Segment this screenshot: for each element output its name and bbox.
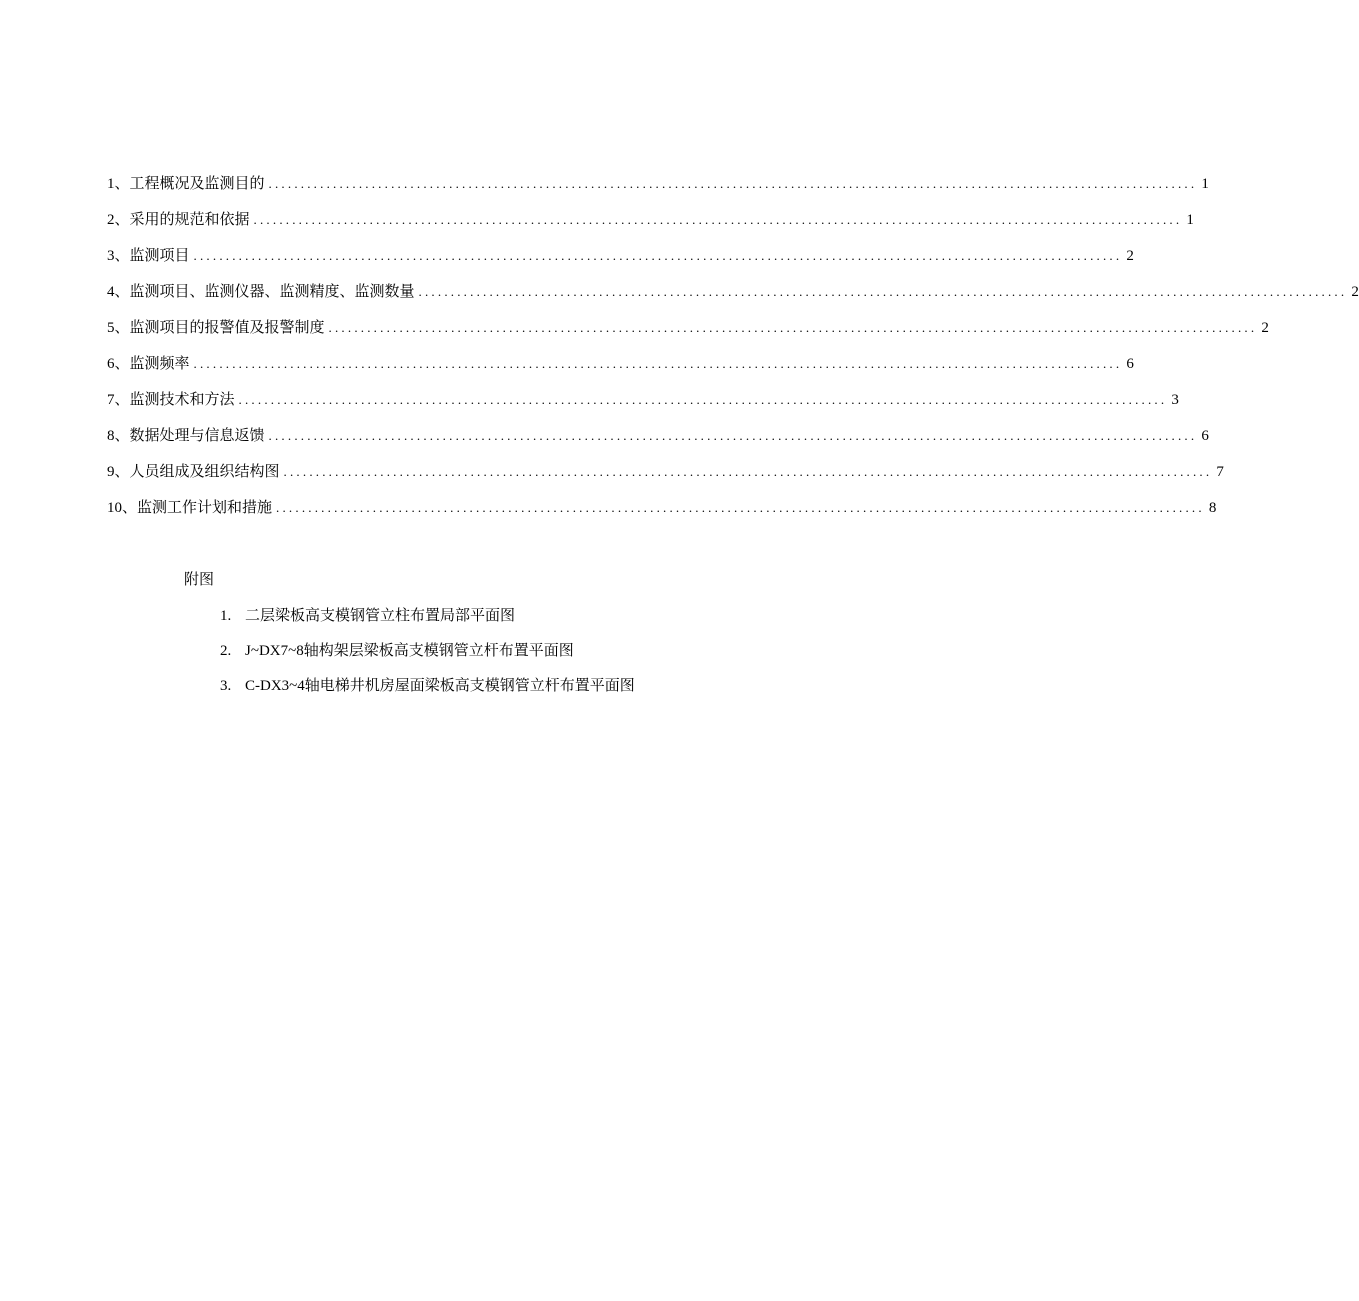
toc-entry[interactable] — [107, 244, 1134, 280]
toc-entry-page: 6 — [1126, 356, 1134, 372]
toc-entry[interactable] — [107, 208, 1194, 244]
toc-dot-leader: ................................................................................................................................................ — [193, 248, 1123, 263]
toc-entry[interactable] — [107, 172, 1209, 208]
toc-entry-page: 2 — [1351, 284, 1359, 300]
toc-entry-title: 数据处理与信息返馈 — [129, 428, 265, 444]
toc-dot-leader: ................................................................................................................................................ — [238, 392, 1168, 407]
appendix-item-number: 3. — [220, 678, 232, 694]
toc-entry-title: 人员组成及组织结构图 — [129, 464, 280, 480]
toc-entry-title: 监测项目 — [129, 248, 190, 264]
appendix-item-text: 二层梁板高支模钢管立柱布置局部平面图 — [245, 608, 516, 624]
toc-entry[interactable] — [107, 460, 1224, 496]
toc-entry-title: 监测频率 — [129, 356, 190, 372]
table-of-contents — [107, 172, 1359, 532]
appendix-item-text: J~DX7~8轴构架层梁板高支模钢管立杆布置平面图 — [245, 643, 574, 659]
toc-entry-page: 1 — [1201, 176, 1209, 192]
toc-entry-page: 7 — [1216, 464, 1224, 480]
toc-entry-number: 3、 — [107, 248, 130, 264]
toc-entry-title: 采用的规范和依据 — [129, 212, 250, 228]
toc-entry-number: 8、 — [107, 428, 130, 444]
toc-entry-title: 监测项目、监测仪器、监测精度、监测数量 — [129, 284, 415, 300]
toc-entry-number: 6、 — [107, 356, 130, 372]
toc-entry-number: 4、 — [107, 284, 130, 300]
toc-entry[interactable] — [107, 280, 1359, 316]
appendix-item — [184, 604, 824, 639]
appendix-item-number: 1. — [220, 608, 232, 624]
appendix-item-text: C-DX3~4轴电梯井机房屋面梁板高支模钢管立杆布置平面图 — [245, 678, 635, 694]
toc-dot-leader: ................................................................................................................................................ — [276, 500, 1205, 515]
toc-entry-title: 监测技术和方法 — [129, 392, 235, 408]
toc-dot-leader: ................................................................................................................................................ — [328, 320, 1258, 335]
toc-entry-page: 3 — [1171, 392, 1179, 408]
toc-entry-title: 工程概况及监测目的 — [129, 176, 265, 192]
toc-entry[interactable] — [107, 388, 1179, 424]
toc-entry[interactable] — [107, 316, 1269, 352]
toc-entry-number: 2、 — [107, 212, 130, 228]
appendix-title: 附图 — [184, 572, 215, 588]
toc-entry-page: 2 — [1126, 248, 1134, 264]
toc-dot-leader: ................................................................................................................................................ — [268, 176, 1198, 191]
toc-entry-number: 5、 — [107, 320, 130, 336]
toc-entry-title: 监测项目的报警值及报警制度 — [129, 320, 325, 336]
toc-entry-title: 监测工作计划和措施 — [137, 500, 273, 516]
toc-dot-leader: ................................................................................................................................................ — [253, 212, 1183, 227]
toc-entry-page: 8 — [1208, 500, 1217, 516]
toc-entry[interactable] — [107, 352, 1134, 388]
toc-entry-number: 1、 — [107, 176, 130, 192]
toc-entry-page: 2 — [1261, 320, 1269, 336]
appendix-item — [184, 674, 824, 709]
toc-entry[interactable] — [107, 424, 1209, 460]
appendix-item-number: 2. — [220, 643, 232, 659]
toc-entry-number: 9、 — [107, 464, 130, 480]
toc-entry-page: 1 — [1186, 212, 1194, 228]
toc-entry-page: 6 — [1201, 428, 1209, 444]
toc-entry-number: 10、 — [107, 500, 138, 516]
toc-dot-leader: ................................................................................................................................................ — [193, 356, 1123, 371]
toc-entry[interactable] — [107, 496, 1217, 532]
appendix-section — [184, 568, 824, 709]
appendix-item — [184, 639, 824, 674]
toc-dot-leader: ................................................................................................................................................ — [268, 428, 1198, 443]
toc-dot-leader: ................................................................................................................................................ — [283, 464, 1213, 479]
toc-dot-leader: ................................................................................................................................................ — [418, 284, 1348, 299]
toc-entry-number: 7、 — [107, 392, 130, 408]
